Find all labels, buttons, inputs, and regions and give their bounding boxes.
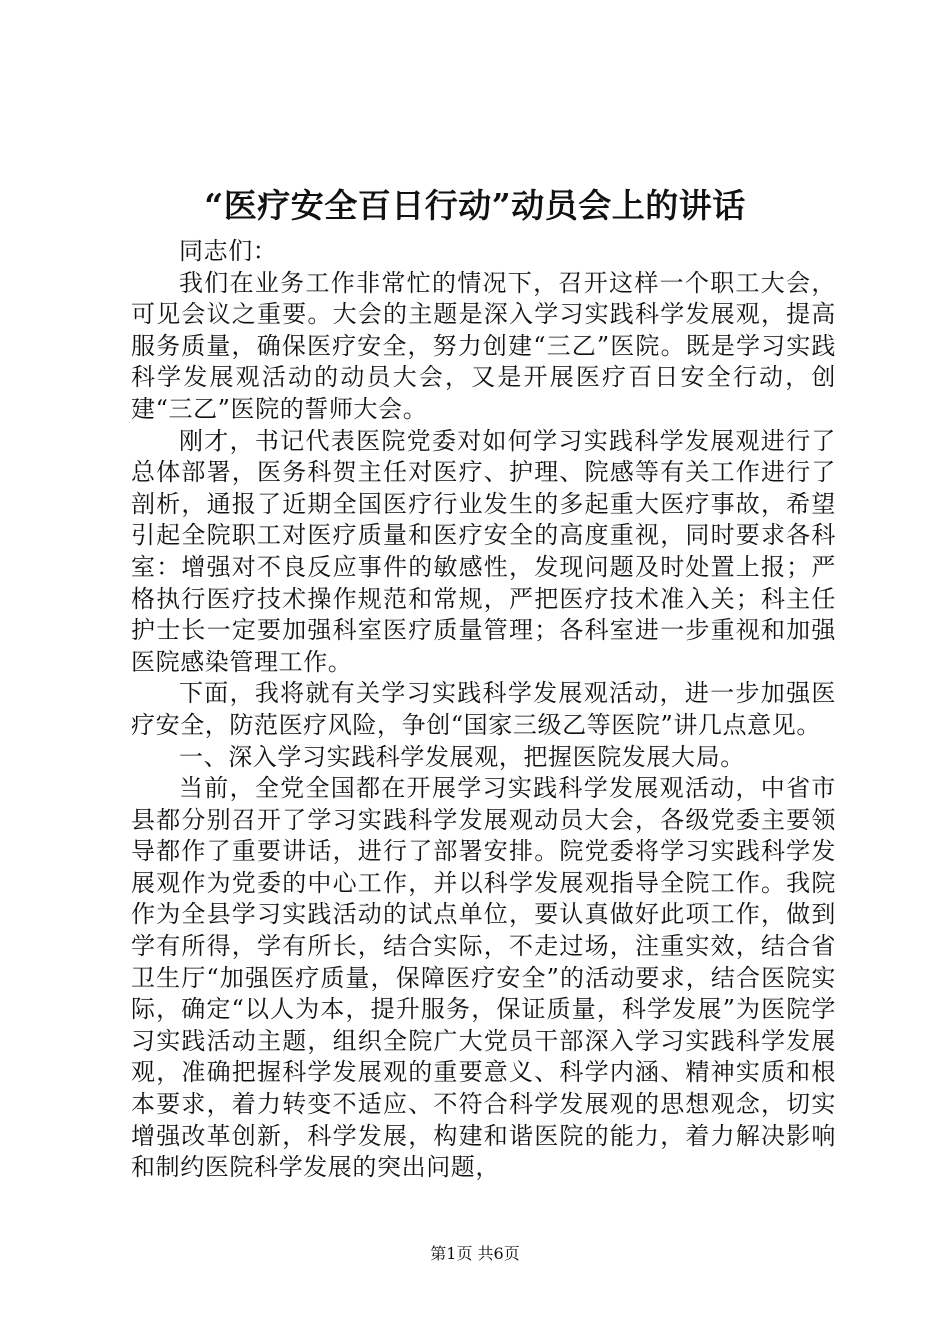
- section-heading-1: 一、深入学习实践科学发展观，把握医院发展大局。: [179, 742, 745, 771]
- paragraph-meeting-theme: 我们在业务工作非常忙的情况下，召开这样一个职工大会，可见会议之重要。大会的主题是深入学习实践科学发展观，提高服务质量，确保医疗安全，努力创建“三乙”医院。既是学习实践科学发展观活动的动员大会，又是开展医疗百日安全行动，创建“三乙”医院的誓师大会。: [131, 268, 836, 423]
- paragraph-section-1-body: 当前，全党全国都在开展学习实践科学发展观活动，中省市县都分别召开了学习实践科学发展观动员大会，各级党委主要领导都作了重要讲话，进行了部署安排。院党委将学习实践科学发展观作为党委的中心工作，并以科学发展观指导全院工作。我院作为全县学习实践活动的试点单位，要认真做好此项工作，做到学有所得，学有所长，结合实际，不走过场，注重实效，结合省卫生厅“加强医疗质量，保障医疗安全”的活动要求，结合医院实际，确定“以人为本，提升服务，保证质量，科学发展”为医院学习实践活动主题，组织全院广大党员干部深入学习实践科学发展观，准确把握科学发展观的重要意义、科学内涵、精神实质和根本要求，着力转变不适应、不符合科学发展观的思想观念，切实增强改革创新，科学发展，构建和谐医院的能力，着力解决影响和制约医院科学发展的突出问题，: [131, 774, 836, 1182]
- document-body: [131, 236, 836, 1184]
- page-number-footer: 第1页 共6页: [430, 1244, 520, 1263]
- paragraph-previous-remarks: 刚才，书记代表医院党委对如何学习实践科学发展观进行了总体部署，医务科贺主任对医疗、护理、院感等有关工作进行了剖析，通报了近期全国医疗行业发生的多起重大医疗事故，希望引起全院职工对医疗质量和医疗安全的高度重视，同时要求各科室：增强对不良反应事件的敏感性，发现问题及时处置上报；严格执行医疗技术操作规范和常规，严把医疗技术准入关；科主任护士长一定要加强科室医疗质量管理；各科室进一步重视和加强医院感染管理工作。: [131, 426, 836, 676]
- document-title: “医疗安全百日行动”动员会上的讲话: [204, 186, 746, 225]
- paragraph-salutation: 同志们：: [179, 237, 278, 265]
- paragraph-introduction: 下面，我将就有关学习实践科学发展观活动，进一步加强医疗安全，防范医疗风险，争创“国家三级乙等医院”讲几点意见。: [131, 679, 836, 739]
